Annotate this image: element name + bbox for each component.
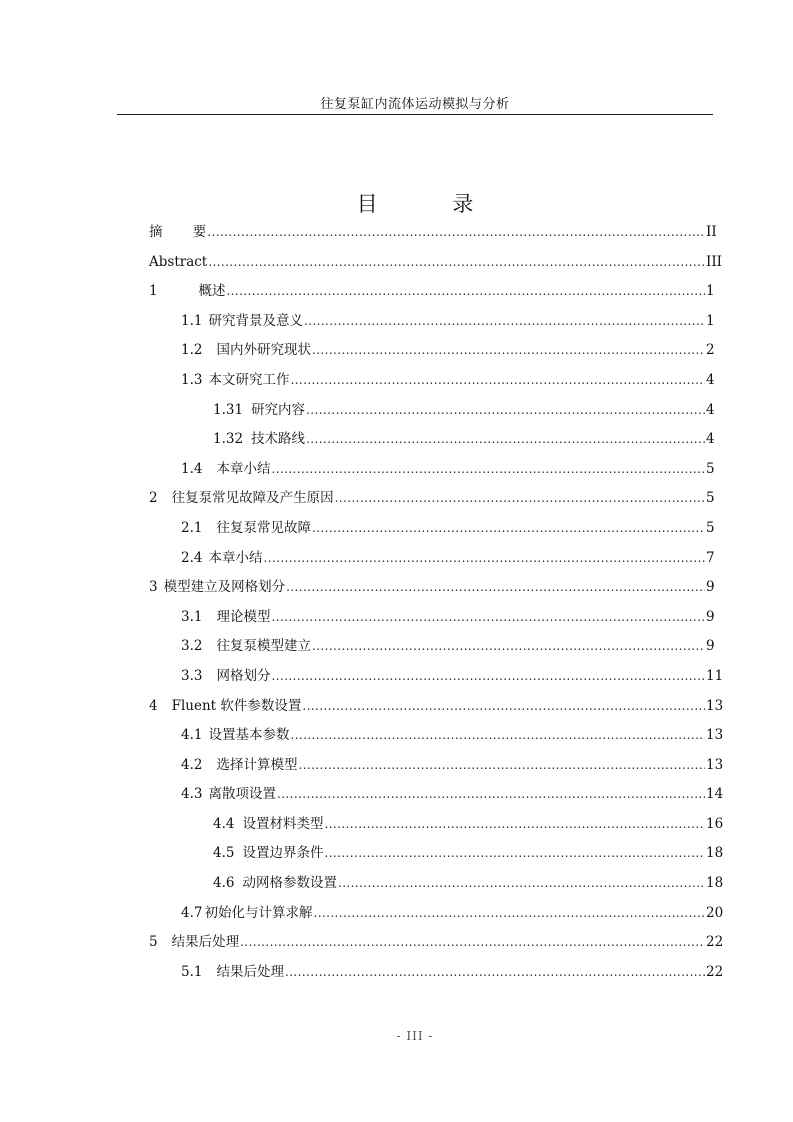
- toc-entry-label: 概述: [198, 283, 226, 300]
- toc-entry-label: 往复泵常见故障: [216, 519, 311, 536]
- toc-entry-number: 4.4: [213, 815, 235, 832]
- toc-entry-section-4-2[interactable]: [149, 751, 724, 781]
- toc-entry-page: 22: [706, 963, 724, 980]
- toc-entry-number: 1.1: [181, 312, 203, 329]
- toc-leader-dots: [324, 810, 705, 840]
- toc-entry-page: 11: [706, 667, 724, 684]
- toc-entry-section-2-1[interactable]: [149, 514, 714, 544]
- toc-entry-label: 结果后处理: [171, 934, 240, 951]
- toc-entry-number: 3.1: [181, 608, 203, 625]
- toc-leader-dots: [324, 839, 705, 869]
- toc-entry-section-4-3[interactable]: [149, 780, 724, 810]
- toc-entry-number: 4.2: [181, 756, 203, 773]
- toc-entry-label: 研究内容: [251, 401, 306, 418]
- toc-entry-page: 13: [706, 697, 724, 714]
- toc-entry-page: 18: [706, 875, 724, 892]
- toc-leader-dots: [271, 603, 705, 633]
- toc-leader-dots: [304, 307, 705, 337]
- toc-entry-label: 往复泵模型建立: [216, 638, 311, 655]
- toc-entry-page: 4: [706, 431, 715, 448]
- toc-leader-dots: [263, 544, 705, 574]
- toc-leader-dots: [312, 514, 705, 544]
- toc-entry-section-1-2[interactable]: [149, 336, 714, 366]
- toc-entry-page: 22: [706, 934, 724, 951]
- toc-entry-page: 13: [706, 756, 724, 773]
- toc-entry-label: 模型建立及网格划分: [163, 579, 286, 596]
- toc-leader-dots: [240, 928, 705, 958]
- toc-entry-label: 初始化与计算求解: [204, 904, 313, 921]
- toc-entry-abstract-cn[interactable]: [149, 218, 717, 248]
- toc-entry-section-4-5[interactable]: [149, 839, 724, 869]
- toc-entry-page: 20: [706, 904, 724, 921]
- toc-entry-number: 1.4: [181, 460, 203, 477]
- toc-entry-number: 1.31: [213, 401, 244, 418]
- toc-entry-number: 4.1: [181, 727, 203, 744]
- toc-entry-label: 选择计算模型: [216, 756, 298, 773]
- toc-entry-section-4-7[interactable]: [149, 899, 724, 929]
- toc-entry-section-3-2[interactable]: [149, 632, 714, 662]
- toc-entry-section-5-1[interactable]: [149, 958, 724, 988]
- toc-entry-chapter-4[interactable]: [149, 692, 724, 722]
- toc-leader-dots: [338, 869, 705, 899]
- toc-entry-chapter-2[interactable]: [149, 484, 714, 514]
- toc-entry-section-1-3[interactable]: [149, 366, 714, 396]
- toc-leader-dots: [207, 218, 705, 248]
- toc-entry-label: 理论模型: [216, 608, 271, 625]
- toc-entry-page: 9: [706, 579, 715, 596]
- toc-entry-number: 4: [149, 697, 158, 714]
- toc-entry-page: 9: [706, 608, 715, 625]
- toc-entry-page: II: [706, 224, 717, 240]
- toc-entry-chapter-1[interactable]: [149, 277, 714, 307]
- toc-entry-page: 2: [706, 342, 715, 359]
- toc-entry-number: 3.2: [181, 638, 203, 655]
- toc-entry-section-2-4[interactable]: [149, 544, 714, 574]
- toc-entry-chapter-3[interactable]: [149, 573, 714, 603]
- toc-entry-number: 5.1: [181, 963, 203, 980]
- toc-entry-number: 4.3: [181, 786, 203, 803]
- toc-entry-subsection-1-31[interactable]: [149, 396, 714, 426]
- toc-entry-label: Fluent 软件参数设置: [171, 697, 302, 714]
- toc-entry-abstract-en[interactable]: [149, 248, 722, 278]
- toc-entry-page: 7: [706, 549, 715, 566]
- toc-entry-section-4-1[interactable]: [149, 721, 724, 751]
- toc-entry-page: 14: [706, 786, 724, 803]
- toc-entry-label: 研究背景及意义: [208, 312, 303, 329]
- toc-entry-section-3-1[interactable]: [149, 603, 714, 633]
- toc-entry-number: 2.1: [181, 519, 203, 536]
- header-rule: [117, 114, 713, 115]
- toc-entry-label: Abstract: [149, 253, 208, 270]
- toc-entry-number: 1.32: [213, 431, 244, 448]
- toc-entry-number: 2.4: [181, 549, 203, 566]
- toc-entry-label: 国内外研究现状: [216, 342, 311, 359]
- toc-entry-label: 摘 要: [149, 224, 207, 240]
- toc-entry-label: 结果后处理: [216, 963, 284, 980]
- toc-entry-label: 本章小结: [216, 460, 271, 477]
- toc-entry-chapter-5[interactable]: [149, 928, 724, 958]
- toc-entry-page: 4: [706, 401, 715, 418]
- toc-leader-dots: [277, 780, 705, 810]
- toc-entry-number: 4.7: [181, 904, 203, 921]
- toc-leader-dots: [312, 336, 705, 366]
- toc-entry-section-4-6[interactable]: [149, 869, 724, 899]
- toc-leader-dots: [313, 899, 705, 929]
- toc-entry-page: 18: [706, 845, 724, 862]
- toc-entry-section-1-4[interactable]: [149, 455, 714, 485]
- toc-entry-label: 网格划分: [216, 667, 271, 684]
- toc-leader-dots: [271, 662, 705, 692]
- toc-entry-label: 设置材料类型: [242, 815, 324, 832]
- toc-entry-page: III: [706, 253, 722, 270]
- toc-entry-number: 3: [149, 579, 158, 596]
- toc-entry-number: 4.5: [213, 845, 235, 862]
- toc-entry-section-3-3[interactable]: [149, 662, 724, 692]
- toc-entry-label: 往复泵常见故障及产生原因: [171, 490, 334, 507]
- toc-leader-dots: [312, 632, 705, 662]
- toc-entry-number: 1: [149, 283, 158, 300]
- toc-entry-number: 1.2: [181, 342, 203, 359]
- toc-entry-page: 9: [706, 638, 715, 655]
- table-of-contents: [149, 218, 724, 987]
- toc-entry-subsection-1-32[interactable]: [149, 425, 714, 455]
- toc-entry-label: 离散项设置: [208, 786, 276, 803]
- running-header: 往复泵缸内流体运动模拟与分析: [320, 97, 510, 112]
- toc-entry-page: 13: [706, 727, 724, 744]
- toc-entry-label: 设置边界条件: [242, 845, 324, 862]
- toc-leader-dots: [306, 425, 705, 455]
- toc-entry-label: 本文研究工作: [208, 371, 290, 388]
- toc-entry-number: 4.6: [213, 875, 235, 892]
- page-number: - III -: [396, 1029, 434, 1043]
- toc-leader-dots: [285, 958, 705, 988]
- toc-entry-page: 1: [706, 312, 715, 329]
- toc-entry-label: 动网格参数设置: [242, 875, 337, 892]
- toc-leader-dots: [271, 455, 705, 485]
- toc-entry-label: 设置基本参数: [208, 727, 290, 744]
- toc-entry-page: 4: [706, 371, 715, 388]
- toc-entry-label: 技术路线: [251, 431, 306, 448]
- toc-leader-dots: [286, 573, 705, 603]
- toc-entry-number: 1.3: [181, 371, 203, 388]
- toc-entry-number: 3.3: [181, 667, 203, 684]
- toc-leader-dots: [302, 692, 705, 722]
- toc-leader-dots: [306, 396, 705, 426]
- toc-entry-page: 5: [706, 460, 715, 477]
- toc-entry-page: 1: [706, 283, 715, 300]
- toc-title: 目 录: [356, 192, 508, 216]
- toc-entry-page: 5: [706, 490, 715, 507]
- toc-entry-label: 本章小结: [208, 549, 263, 566]
- toc-entry-page: 5: [706, 519, 715, 536]
- toc-entry-section-4-4[interactable]: [149, 810, 724, 840]
- toc-leader-dots: [208, 248, 705, 278]
- toc-leader-dots: [290, 721, 705, 751]
- toc-entry-page: 16: [706, 815, 724, 832]
- toc-entry-section-1-1[interactable]: [149, 307, 714, 337]
- toc-leader-dots: [298, 751, 705, 781]
- toc-leader-dots: [290, 366, 705, 396]
- toc-leader-dots: [226, 277, 705, 307]
- toc-leader-dots: [335, 484, 705, 514]
- toc-entry-number: 2: [149, 490, 158, 507]
- toc-entry-number: 5: [149, 934, 158, 951]
